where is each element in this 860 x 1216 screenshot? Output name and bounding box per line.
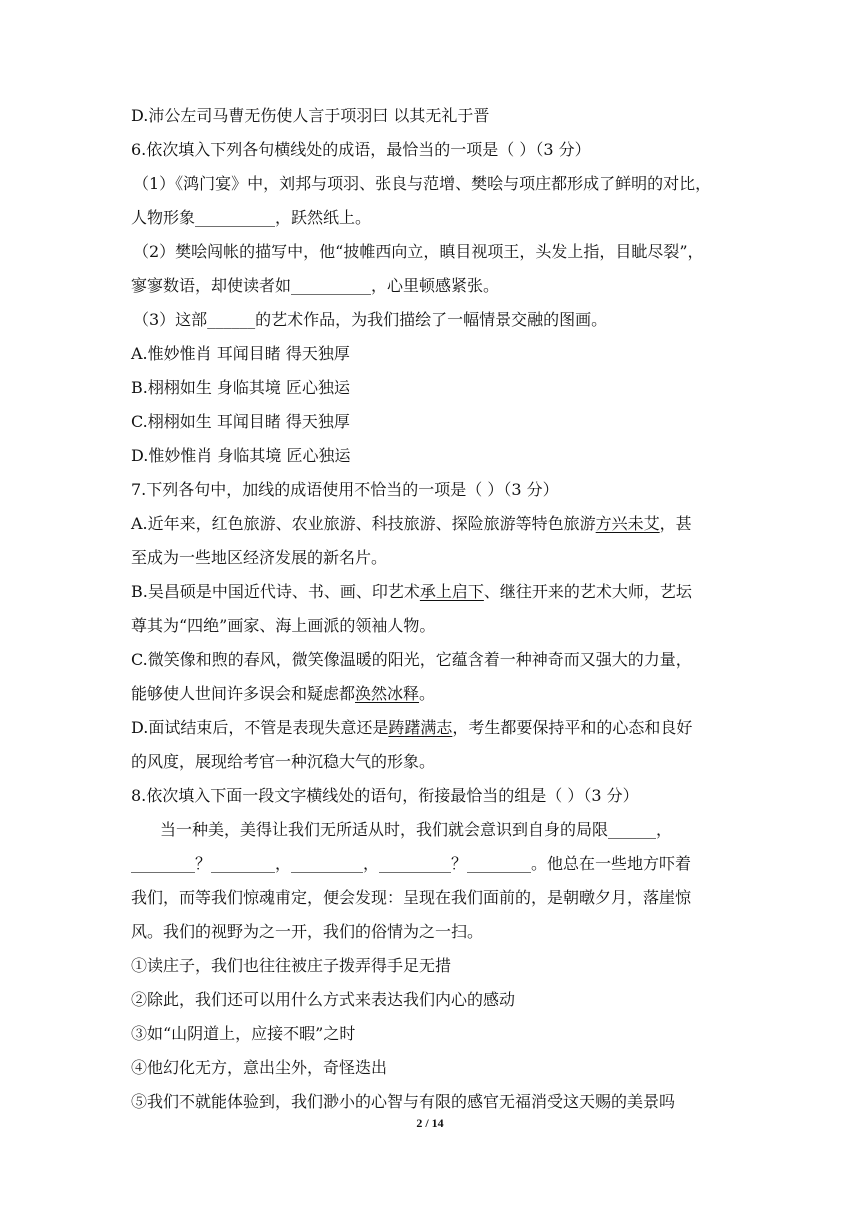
q8-stem: 8.依次填入下面一段文字横线处的语句，衔接最恰当的组是（ ）（3 分） bbox=[131, 786, 639, 805]
q7-option-a bbox=[131, 514, 692, 534]
q8-passage-line-3: 我们，而等我们惊魂甫定，便会发现：呈现在我们面前的，是朝暾夕月，落崖惊 bbox=[131, 888, 692, 907]
page-number: 2 / 14 bbox=[416, 1116, 444, 1130]
q8-item-2: ②除此，我们还可以用什么方式来表达我们内心的感动 bbox=[131, 990, 516, 1009]
q7-d-text-2: ，考生都要保持平和的心态和良好 bbox=[452, 718, 693, 737]
q7-option-d bbox=[131, 718, 692, 738]
q7-a-underlined-idiom: 方兴未艾 bbox=[595, 514, 660, 533]
q8-item-1: ①读庄子，我们也往往被庄子拨弄得手足无措 bbox=[131, 956, 452, 975]
q7-option-c: C.微笑像和煦的春风，微笑像温暖的阳光，它蕴含着一种神奇而又强大的力量， bbox=[131, 650, 692, 669]
q6-option-d: D.惟妙惟肖 身临其境 匠心独运 bbox=[131, 446, 351, 465]
q7-option-d-cont: 的风度，展现给考官一种沉稳大气的形象。 bbox=[131, 752, 436, 771]
q6-sentence-2-cont: 寥寥数语，却使读者如__________，心里顿感紧张。 bbox=[131, 276, 500, 295]
q7-option-b-cont: 尊其为“四绝”画家、海上画派的领袖人物。 bbox=[131, 616, 436, 635]
q6-sentence-1: （1）《鸿门宴》中，刘邦与项羽、张良与范增、樊哙与项庄都形成了鲜明的对比， bbox=[133, 174, 712, 193]
q8-item-5: ⑤我们不就能体验到，我们渺小的心智与有限的感官无福消受这天赐的美景吗 bbox=[131, 1092, 676, 1111]
q6-sentence-1-cont: 人物形象__________，跃然纸上。 bbox=[131, 208, 372, 227]
q8-passage-line-4: 风。我们的视野为之一开，我们的俗情为之一扫。 bbox=[131, 922, 484, 941]
q7-b-text-1: B.吴昌硕是中国近代诗、书、画、印艺术 bbox=[131, 582, 420, 601]
q6-stem: 6.依次填入下列各句横线处的成语，最恰当的一项是（ ）（3 分） bbox=[131, 140, 591, 159]
q8-item-4: ④他幻化无方，意出尘外，奇怪迭出 bbox=[131, 1058, 388, 1077]
q7-a-text-1: A.近年来，红色旅游、农业旅游、科技旅游、探险旅游等特色旅游 bbox=[131, 514, 596, 533]
q7-c-underlined-idiom: 涣然冰释 bbox=[355, 684, 420, 703]
q6-option-c: C.栩栩如生 耳闻目睹 得天独厚 bbox=[131, 412, 350, 431]
q6-sentence-3: （3）这部______的艺术作品，为我们描绘了一幅情景交融的图画。 bbox=[133, 310, 608, 329]
q7-stem: 7.下列各句中，加线的成语使用不恰当的一项是（ ）（3 分） bbox=[131, 480, 559, 499]
q7-d-text-1: D.面试结束后，不管是表现失意还是 bbox=[131, 718, 389, 737]
q7-c-text-1: 能够使人世间许多误会和疑虑都 bbox=[131, 684, 356, 703]
q6-option-a: A.惟妙惟肖 耳闻目睹 得天独厚 bbox=[131, 344, 350, 363]
q7-option-c-cont bbox=[131, 684, 435, 704]
q7-b-text-2: 、继往开来的艺术大师，艺坛 bbox=[483, 582, 692, 601]
q8-passage-line-2: ________？________，_________，_________？________。他总在一些地方吓着 bbox=[131, 854, 692, 873]
q7-b-underlined-idiom: 承上启下 bbox=[419, 582, 484, 601]
q8-passage-line-1: 当一种美，美得让我们无所适从时，我们就会意识到自身的局限______， bbox=[160, 820, 673, 839]
q6-option-b: B.栩栩如生 身临其境 匠心独运 bbox=[131, 378, 351, 397]
q7-option-b bbox=[131, 582, 692, 602]
q7-a-text-2: ，甚 bbox=[659, 514, 692, 533]
q7-option-a-cont: 至成为一些地区经济发展的新名片。 bbox=[131, 548, 388, 567]
q5-option-d: D.沛公左司马曹无伤使人言于项羽曰 以其无礼于晋 bbox=[131, 106, 490, 125]
q8-item-3: ③如“山阴道上，应接不暇”之时 bbox=[131, 1024, 356, 1043]
q6-sentence-2: （2）樊哙闯帐的描写中，他“披帷西向立，瞋目视项王，头发上指，目眦尽裂”， bbox=[133, 242, 704, 261]
q7-d-underlined-idiom: 踌躇满志 bbox=[388, 718, 453, 737]
q7-c-text-2: 。 bbox=[419, 684, 436, 703]
